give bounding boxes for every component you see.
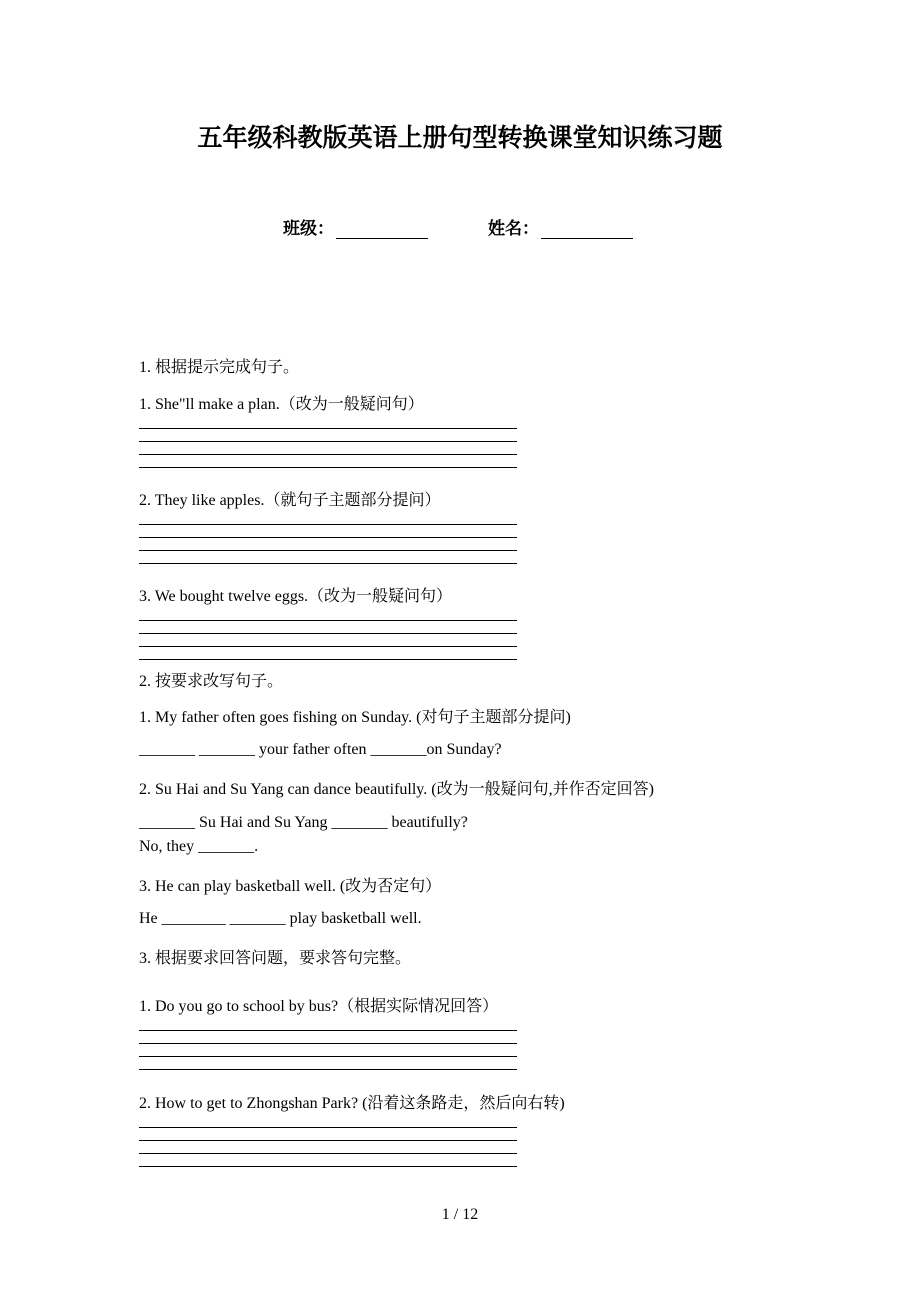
- answer-line[interactable]: [139, 1030, 517, 1031]
- answer-line[interactable]: [139, 524, 517, 525]
- section-2-answer-1[interactable]: _______ _______ your father often _______on Sunday?: [139, 741, 502, 758]
- page-title: 五年级科教版英语上册句型转换课堂知识练习题: [197, 125, 723, 152]
- answer-line[interactable]: [139, 1056, 517, 1057]
- section-3-question-2: 2. How to get to Zhongshan Park? (沿着这条路走，然后向右转): [139, 1095, 565, 1112]
- answer-line[interactable]: [139, 441, 517, 442]
- answer-line[interactable]: [139, 1166, 517, 1167]
- name-label: 姓名：: [488, 219, 539, 238]
- section-2-question-2: 2. Su Hai and Su Yang can dance beautifully. (改为一般疑问句,并作否定回答): [139, 781, 654, 798]
- section-2-answer-2a[interactable]: _______ Su Hai and Su Yang _______ beautifully?: [139, 814, 468, 831]
- section-1-question-3: 3. We bought twelve eggs.（改为一般疑问句）: [139, 588, 453, 605]
- answer-line[interactable]: [139, 620, 517, 621]
- answer-line[interactable]: [139, 537, 517, 538]
- class-blank[interactable]: [336, 221, 428, 239]
- answer-line[interactable]: [139, 633, 517, 634]
- answer-line[interactable]: [139, 659, 517, 660]
- section-2-answer-3[interactable]: He ________ _______ play basketball well.: [139, 910, 422, 927]
- section-2-question-3: 3. He can play basketball well. (改为否定句）: [139, 878, 442, 895]
- answer-line[interactable]: [139, 550, 517, 551]
- answer-line[interactable]: [139, 454, 517, 455]
- class-label: 班级：: [283, 219, 334, 238]
- name-field: [488, 214, 633, 239]
- answer-line[interactable]: [139, 563, 517, 564]
- answer-line[interactable]: [139, 646, 517, 647]
- answer-line[interactable]: [139, 1153, 517, 1154]
- answer-line[interactable]: [139, 467, 517, 468]
- section-3-question-1: 1. Do you go to school by bus?（根据实际情况回答）: [139, 998, 499, 1015]
- section-2-heading: 2. 按要求改写句子。: [139, 673, 284, 690]
- section-3-heading: 3. 根据要求回答问题，要求答句完整。: [139, 950, 412, 967]
- answer-line[interactable]: [139, 428, 517, 429]
- answer-line[interactable]: [139, 1043, 517, 1044]
- section-1-question-1: 1. She"ll make a plan.（改为一般疑问句）: [139, 396, 424, 413]
- class-field: [283, 214, 428, 239]
- answer-line[interactable]: [139, 1140, 517, 1141]
- section-1-question-2: 2. They like apples.（就句子主题部分提问）: [139, 492, 441, 509]
- answer-line[interactable]: [139, 1127, 517, 1128]
- section-2-answer-2b[interactable]: No, they _______.: [139, 838, 259, 855]
- section-2-question-1: 1. My father often goes fishing on Sunday. (对句子主题部分提问): [139, 709, 571, 726]
- page-number: 1 / 12: [441, 1206, 479, 1223]
- name-blank[interactable]: [541, 221, 633, 239]
- answer-line[interactable]: [139, 1069, 517, 1070]
- section-1-heading: 1. 根据提示完成句子。: [139, 359, 300, 376]
